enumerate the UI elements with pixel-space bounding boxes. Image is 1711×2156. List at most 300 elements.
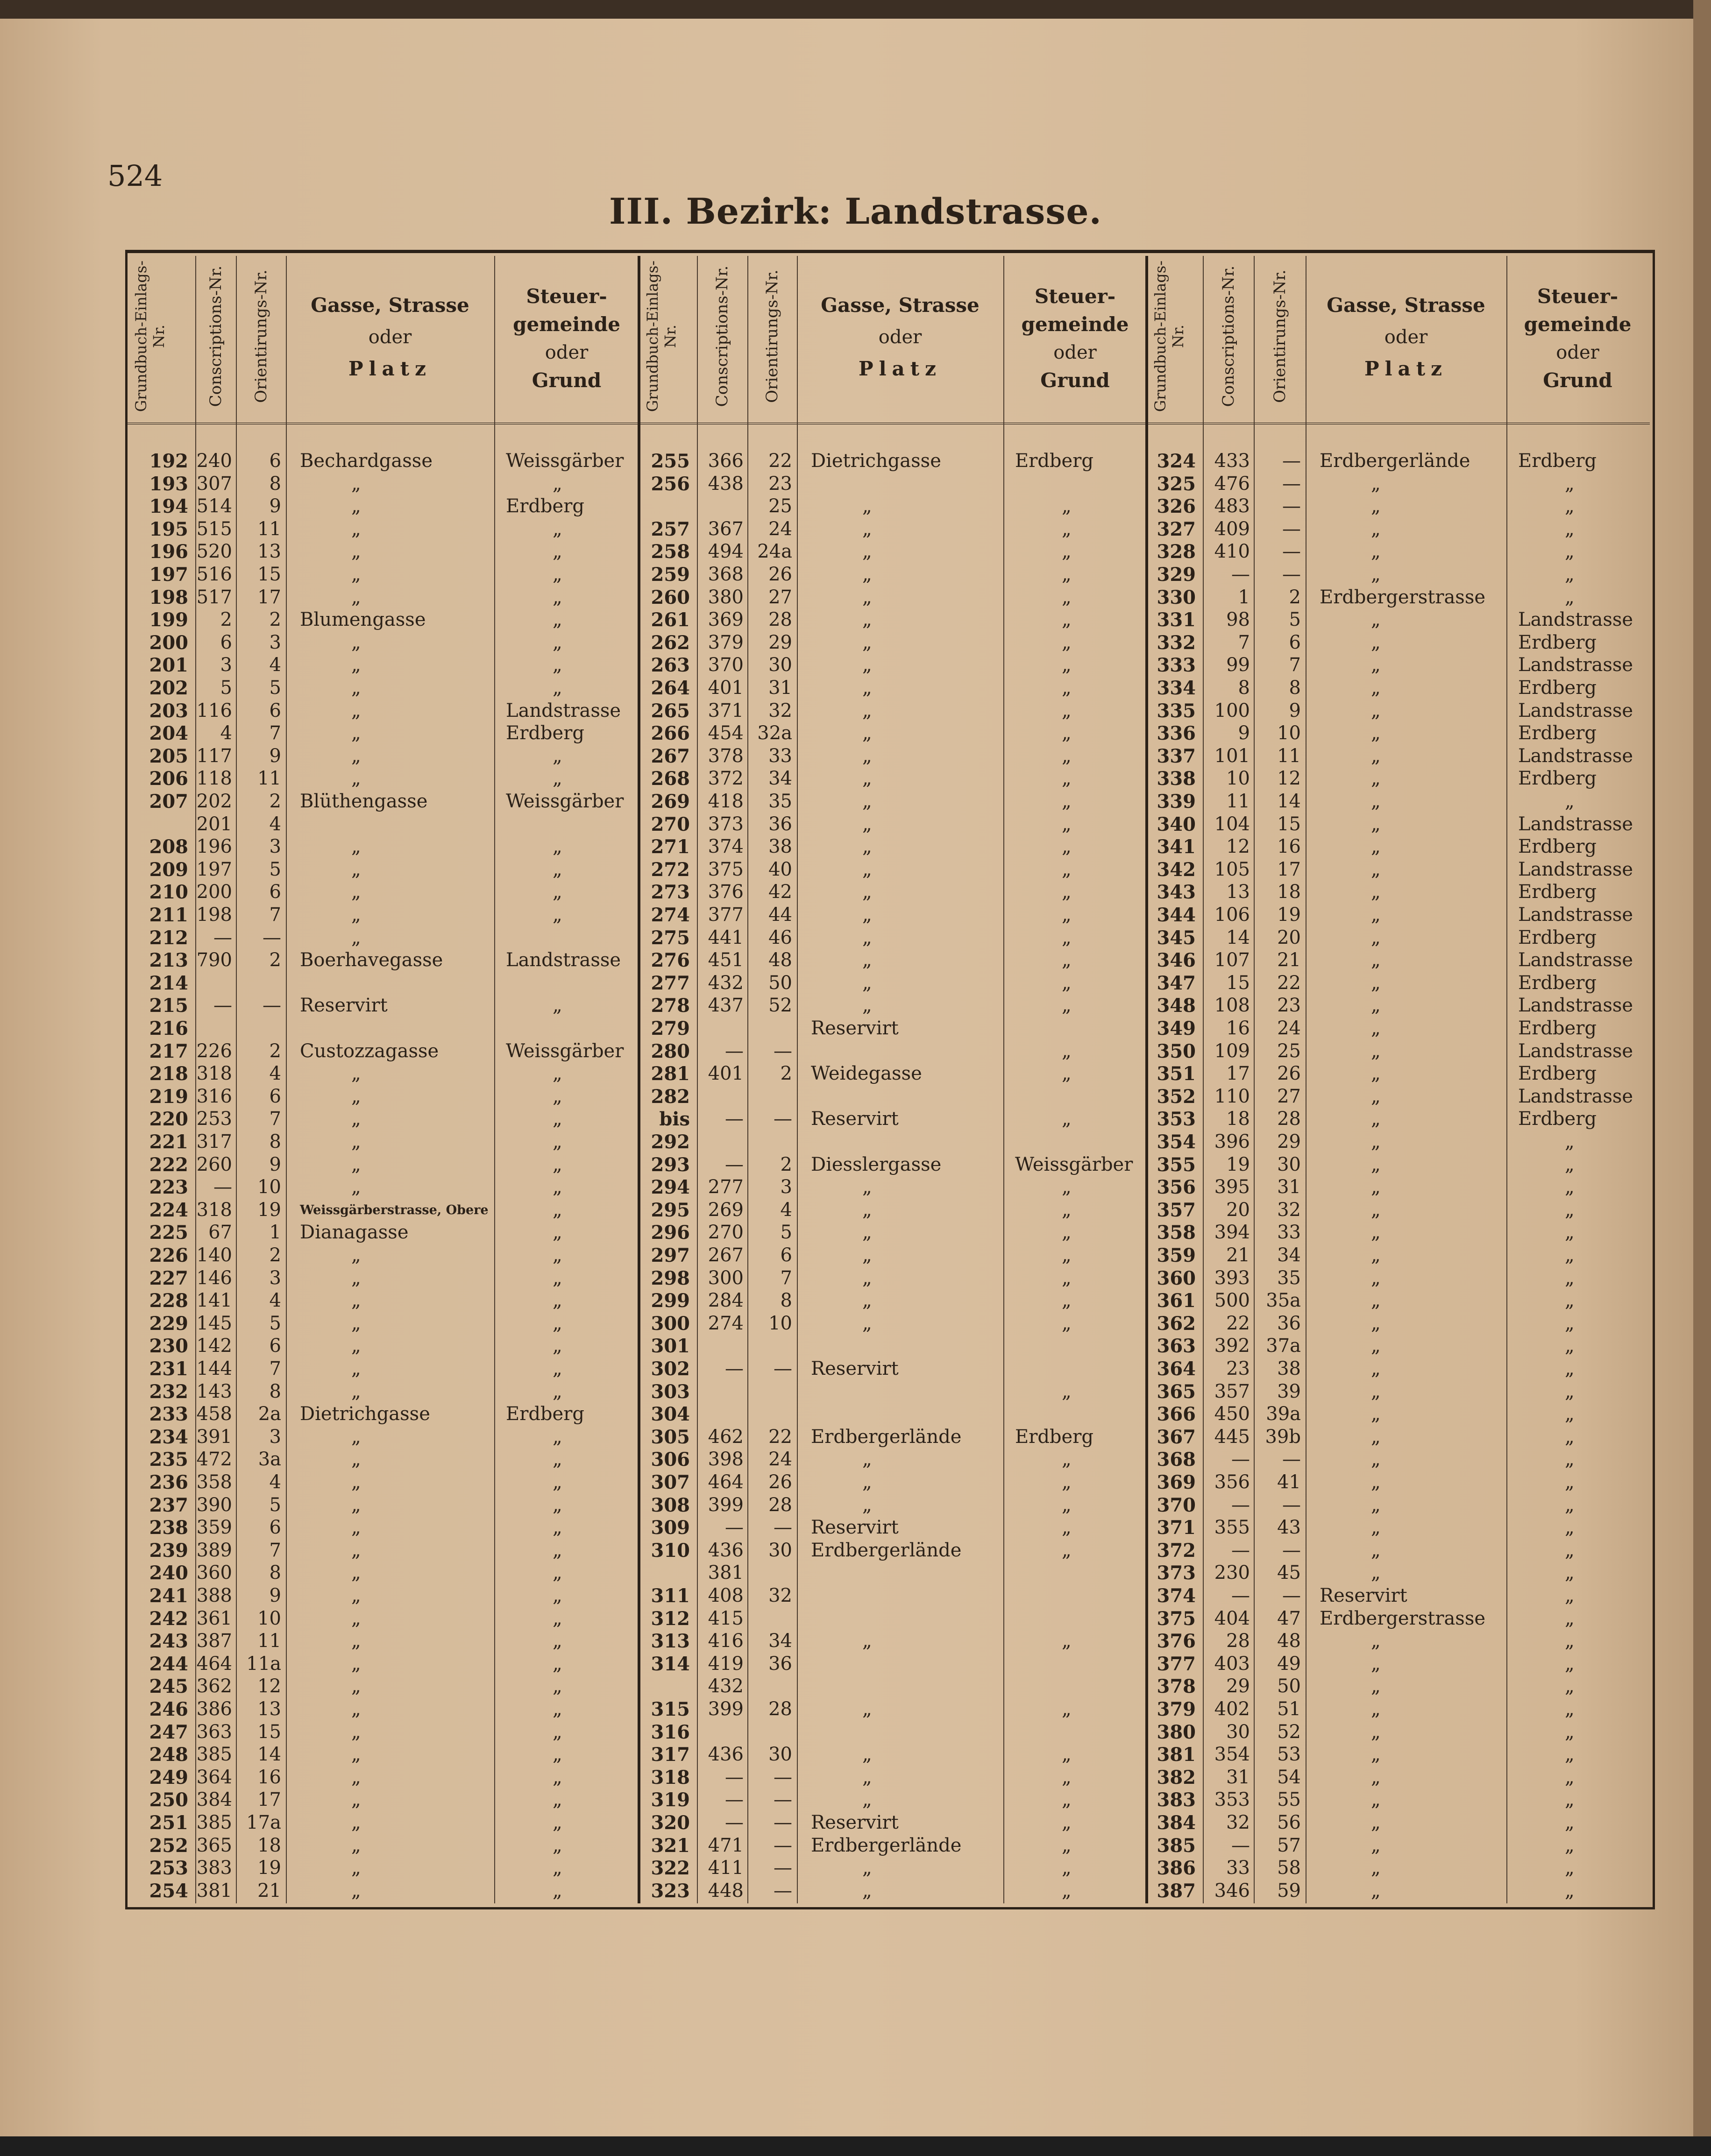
district: Landstrasse (1518, 609, 1633, 631)
district: „ (1062, 677, 1072, 699)
district: „ (1062, 1517, 1072, 1539)
street-name: „ (862, 631, 872, 653)
conscriptions-nr: 436 (708, 1539, 744, 1561)
orientirungs-nr: 44 (768, 904, 792, 926)
header-steuer-line2: gemeinde (1524, 313, 1632, 336)
street-name: „ (1371, 541, 1381, 563)
orientirungs-nr: — (1282, 473, 1301, 495)
orientirungs-nr: 25 (768, 495, 792, 517)
grundbuch-nr: 318 (651, 1766, 690, 1788)
conscriptions-nr: 436 (708, 1744, 744, 1766)
street-name: „ (1371, 1653, 1381, 1675)
conscriptions-nr: — (213, 1176, 232, 1198)
district: Erdberg (1518, 722, 1597, 744)
street-name: „ (862, 926, 872, 948)
conscriptions-nr: 379 (708, 631, 744, 653)
district: „ (1565, 1471, 1575, 1493)
conscriptions-nr: 386 (196, 1698, 232, 1720)
district: „ (553, 1312, 562, 1334)
district: „ (553, 564, 562, 585)
conscriptions-nr: 462 (708, 1426, 744, 1448)
grundbuch-nr: 308 (651, 1494, 690, 1516)
grundbuch-nr: 348 (1157, 995, 1196, 1017)
street-name: „ (1371, 1063, 1381, 1085)
street-name: „ (351, 1085, 361, 1107)
district: „ (1565, 1403, 1575, 1425)
grundbuch-nr: 371 (1157, 1517, 1196, 1539)
grundbuch-nr: 221 (149, 1131, 188, 1153)
grundbuch-nr: 313 (651, 1630, 690, 1653)
conscriptions-nr: 368 (708, 564, 744, 585)
header-gasse-line2: oder (1384, 326, 1428, 348)
orientirungs-nr: 2 (780, 1063, 792, 1085)
district: Erdberg (506, 1403, 584, 1425)
orientirungs-nr: 25 (1277, 1040, 1301, 1062)
district: „ (1062, 1630, 1072, 1652)
header-gasse-line1: Gasse, Strasse (821, 294, 980, 317)
district: „ (1565, 791, 1575, 812)
orientirungs-nr: — (774, 1108, 792, 1130)
street-name: „ (1371, 609, 1381, 631)
grundbuch-nr: 327 (1157, 518, 1196, 540)
street-name: Erdbergerstrasse (1320, 586, 1486, 608)
district: „ (1062, 1880, 1072, 1902)
street-name: „ (351, 1630, 361, 1652)
orientirungs-nr: 15 (257, 1721, 281, 1743)
street-name: „ (1371, 1857, 1381, 1879)
orientirungs-nr: 7 (269, 1358, 281, 1379)
header-steuer-line4: Grund (532, 369, 602, 392)
grundbuch-nr: 204 (149, 722, 188, 745)
district: „ (1565, 1290, 1575, 1312)
orientirungs-nr: — (1282, 1585, 1301, 1606)
street-name: Diesslergasse (811, 1153, 942, 1175)
conscriptions-nr: 385 (196, 1812, 232, 1833)
orientirungs-nr: 23 (1277, 995, 1301, 1017)
orientirungs-nr: 26 (768, 564, 792, 585)
grundbuch-nr: 359 (1157, 1244, 1196, 1266)
grundbuch-nr: 202 (149, 677, 188, 699)
grundbuch-nr: 277 (651, 972, 690, 994)
conscriptions-nr: 378 (708, 745, 744, 767)
grundbuch-nr: 361 (1157, 1290, 1196, 1312)
grundbuch-nr: 237 (149, 1494, 188, 1516)
conscriptions-nr: — (725, 1040, 744, 1062)
district: „ (1062, 1063, 1072, 1085)
street-name: „ (1371, 1721, 1381, 1743)
street-name: „ (351, 1449, 361, 1470)
conscriptions-nr: 13 (1226, 881, 1250, 903)
street-name: „ (862, 700, 872, 721)
grundbuch-nr: 298 (651, 1267, 690, 1289)
conscriptions-nr: 388 (196, 1585, 232, 1606)
street-name: „ (351, 1517, 361, 1539)
street-name: „ (351, 541, 361, 563)
district: „ (553, 1063, 562, 1085)
orientirungs-nr: 50 (768, 972, 792, 994)
district: Erdberg (1518, 881, 1597, 903)
conscriptions-nr: 387 (196, 1630, 232, 1652)
district: „ (553, 1517, 562, 1539)
street-name: Reservirt (811, 1517, 899, 1539)
orientirungs-nr: 30 (768, 1744, 792, 1766)
orientirungs-nr: 23 (768, 473, 792, 495)
orientirungs-nr: 5 (780, 1222, 792, 1244)
street-name: Bechardgasse (300, 450, 433, 472)
orientirungs-nr: 32 (768, 1585, 792, 1606)
conscriptions-nr: 8 (1238, 677, 1250, 699)
street-name: „ (862, 1471, 872, 1493)
orientirungs-nr: 22 (768, 450, 792, 472)
street-name: „ (862, 791, 872, 812)
grundbuch-nr: 379 (1157, 1698, 1196, 1720)
district: „ (553, 1085, 562, 1107)
grundbuch-nr: 315 (651, 1698, 690, 1720)
conscriptions-nr: 198 (196, 904, 232, 926)
street-name: „ (1371, 1290, 1381, 1312)
orientirungs-nr: 33 (1277, 1222, 1301, 1244)
orientirungs-nr: 39b (1265, 1426, 1301, 1448)
grundbuch-nr: 272 (651, 858, 690, 881)
district: „ (1062, 1812, 1072, 1833)
grundbuch-nr: 358 (1157, 1222, 1196, 1244)
orientirungs-nr: 22 (1277, 972, 1301, 994)
conscriptions-nr: 269 (708, 1199, 744, 1221)
orientirungs-nr: 17 (257, 586, 281, 608)
orientirungs-nr: 4 (269, 813, 281, 835)
district: „ (1565, 1698, 1575, 1720)
scan-border-bottom (0, 2136, 1711, 2156)
street-name: „ (862, 904, 872, 926)
grundbuch-nr: bis (659, 1108, 690, 1131)
orientirungs-nr: 9 (269, 1153, 281, 1175)
grundbuch-nr: 258 (651, 541, 690, 563)
grundbuch-nr: 360 (1157, 1267, 1196, 1289)
grundbuch-nr: 338 (1157, 768, 1196, 790)
grundbuch-nr: 323 (651, 1880, 690, 1902)
grundbuch-nr: 216 (149, 1018, 188, 1039)
grundbuch-nr: 301 (651, 1335, 690, 1357)
district: „ (553, 1449, 562, 1470)
orientirungs-nr: 10 (768, 1312, 792, 1334)
district: „ (1062, 541, 1072, 563)
orientirungs-nr: 26 (1277, 1063, 1301, 1085)
district: „ (1565, 495, 1575, 517)
street-name: „ (351, 1675, 361, 1697)
district: „ (1062, 972, 1072, 994)
district: Erdberg (1518, 972, 1597, 994)
grundbuch-nr: 341 (1157, 836, 1196, 858)
conscriptions-nr: 359 (196, 1517, 232, 1539)
orientirungs-nr: 54 (1277, 1766, 1301, 1788)
grundbuch-nr: 219 (149, 1085, 188, 1108)
district: Erdberg (1015, 1426, 1093, 1448)
orientirungs-nr: 4 (269, 1290, 281, 1312)
district: „ (1062, 609, 1072, 631)
orientirungs-nr: 35 (1277, 1267, 1301, 1289)
grundbuch-nr: 267 (651, 745, 690, 767)
conscriptions-nr: 142 (196, 1335, 232, 1357)
street-name: „ (862, 586, 872, 608)
conscriptions-nr: 144 (196, 1358, 232, 1379)
grundbuch-nr: 367 (1157, 1426, 1196, 1448)
conscriptions-nr: 358 (196, 1471, 232, 1493)
district: „ (553, 1789, 562, 1811)
orientirungs-nr: 5 (269, 1312, 281, 1334)
grundbuch-nr: 333 (1157, 654, 1196, 677)
orientirungs-nr: 52 (1277, 1721, 1301, 1743)
header-steuer-line3: oder (1053, 342, 1097, 363)
street-name: „ (351, 631, 361, 653)
street-name: Weidegasse (811, 1063, 922, 1085)
street-name: Blumengasse (300, 609, 426, 631)
header-orientirungs: Orientirungs-Nr. (1270, 269, 1289, 403)
grundbuch-nr: 321 (651, 1834, 690, 1857)
street-name: „ (862, 1880, 872, 1902)
conscriptions-nr: 399 (708, 1494, 744, 1516)
orientirungs-nr: 34 (768, 768, 792, 790)
orientirungs-nr: 34 (768, 1630, 792, 1652)
district: „ (1062, 949, 1072, 971)
district: „ (1565, 586, 1575, 608)
street-name: „ (862, 1290, 872, 1312)
orientirungs-nr: 34 (1277, 1244, 1301, 1266)
orientirungs-nr: 20 (1277, 926, 1301, 948)
conscriptions-nr: 464 (708, 1471, 744, 1493)
conscriptions-nr: 196 (196, 836, 232, 858)
street-name: Dianagasse (300, 1222, 409, 1244)
orientirungs-nr: — (1282, 1449, 1301, 1470)
conscriptions-nr: 362 (196, 1675, 232, 1697)
grundbuch-nr: 352 (1157, 1085, 1196, 1108)
conscriptions-nr: 394 (1214, 1222, 1250, 1244)
district: „ (553, 1630, 562, 1652)
street-name: „ (351, 1176, 361, 1198)
orientirungs-nr: 8 (269, 1562, 281, 1584)
district: „ (553, 1562, 562, 1584)
conscriptions-nr: 391 (196, 1426, 232, 1448)
district: „ (1565, 1426, 1575, 1448)
street-name: „ (862, 1744, 872, 1766)
grundbuch-nr: 365 (1157, 1380, 1196, 1403)
street-name: „ (351, 768, 361, 790)
grundbuch-nr: 235 (149, 1449, 188, 1471)
orientirungs-nr: 32 (1277, 1199, 1301, 1221)
grundbuch-nr: 347 (1157, 972, 1196, 994)
district: „ (553, 1471, 562, 1493)
grundbuch-nr: 300 (651, 1312, 690, 1335)
district: Landstrasse (1518, 700, 1633, 721)
header-gasse (797, 290, 1003, 385)
grundbuch-nr: 211 (149, 904, 188, 926)
district: „ (553, 654, 562, 676)
conscriptions-nr: 416 (708, 1630, 744, 1652)
orientirungs-nr: 7 (269, 904, 281, 926)
header-gasse-line1: Gasse, Strasse (1327, 294, 1485, 317)
street-name: Blüthengasse (300, 791, 428, 812)
district: „ (1062, 1698, 1072, 1720)
conscriptions-nr: 104 (1214, 813, 1250, 835)
district: „ (1062, 904, 1072, 926)
orientirungs-nr: 37a (1266, 1335, 1301, 1357)
street-name: „ (862, 1630, 872, 1652)
grundbuch-nr: 305 (651, 1426, 690, 1448)
orientirungs-nr: 9 (269, 495, 281, 517)
district: „ (553, 1222, 562, 1244)
grundbuch-nr: 377 (1157, 1653, 1196, 1675)
conscriptions-nr: 22 (1226, 1312, 1250, 1334)
conscriptions-nr: 409 (1214, 518, 1250, 540)
orientirungs-nr: 7 (1289, 654, 1301, 676)
orientirungs-nr: 57 (1277, 1834, 1301, 1856)
grundbuch-nr: 230 (149, 1335, 188, 1357)
conscriptions-nr: 6 (220, 631, 232, 653)
grundbuch-nr: 326 (1157, 495, 1196, 518)
conscriptions-nr: 419 (708, 1653, 744, 1675)
street-name: „ (1371, 1630, 1381, 1652)
district: Weissgärber (506, 450, 624, 472)
grundbuch-nr: 203 (149, 700, 188, 722)
header-steuer-line3: oder (1556, 342, 1599, 363)
conscriptions-nr: 483 (1214, 495, 1250, 517)
district: „ (553, 1176, 562, 1198)
grundbuch-nr: 303 (651, 1380, 690, 1403)
street-name: „ (351, 1267, 361, 1289)
street-name: „ (1371, 1539, 1381, 1561)
grundbuch-nr: 297 (651, 1244, 690, 1266)
orientirungs-nr: 31 (1277, 1176, 1301, 1198)
orientirungs-nr: 18 (257, 1834, 281, 1856)
street-name: „ (351, 1721, 361, 1743)
orientirungs-nr: 19 (1277, 904, 1301, 926)
orientirungs-nr: 2 (269, 949, 281, 971)
district: „ (1565, 1766, 1575, 1788)
header-gasse-line2: oder (878, 326, 922, 348)
district: „ (1565, 1653, 1575, 1675)
orientirungs-nr: 5 (269, 677, 281, 699)
orientirungs-nr: 36 (768, 813, 792, 835)
orientirungs-nr: 27 (1277, 1085, 1301, 1107)
conscriptions-nr: 106 (1214, 904, 1250, 926)
street-name: „ (1371, 1426, 1381, 1448)
header-gasse-line3: Platz (858, 357, 942, 380)
grundbuch-nr: 239 (149, 1539, 188, 1562)
conscriptions-nr: 367 (708, 518, 744, 540)
conscriptions-nr: 230 (1214, 1562, 1250, 1584)
district: „ (1062, 1290, 1072, 1312)
conscriptions-nr: 515 (196, 518, 232, 540)
grundbuch-nr: 366 (1157, 1403, 1196, 1426)
district: „ (1062, 586, 1072, 608)
street-name: „ (1371, 1698, 1381, 1720)
district: Erdberg (1518, 631, 1597, 653)
orientirungs-nr: 30 (768, 654, 792, 676)
street-name: „ (351, 1494, 361, 1516)
orientirungs-nr: 55 (1277, 1789, 1301, 1811)
conscriptions-nr: 458 (196, 1403, 232, 1425)
conscriptions-nr: 418 (708, 791, 744, 812)
street-name: „ (862, 1766, 872, 1788)
orientirungs-nr: — (1282, 541, 1301, 563)
street-name: „ (862, 495, 872, 517)
conscriptions-nr: 240 (196, 450, 232, 472)
header-steuer-line4: Grund (1543, 369, 1612, 392)
grundbuch-nr: 373 (1157, 1562, 1196, 1584)
street-name: „ (862, 813, 872, 835)
grundbuch-nr: 208 (149, 836, 188, 858)
orientirungs-nr: 12 (1277, 768, 1301, 790)
street-name: „ (351, 1653, 361, 1675)
orientirungs-nr: — (774, 1766, 792, 1788)
orientirungs-nr: 6 (780, 1244, 792, 1266)
street-name: „ (351, 1063, 361, 1085)
orientirungs-nr: — (1282, 518, 1301, 540)
grundbuch-nr: 209 (149, 858, 188, 881)
header-steuer-line4: Grund (1040, 369, 1110, 392)
orientirungs-nr: 29 (1277, 1131, 1301, 1152)
grundbuch-nr: 280 (651, 1040, 690, 1062)
grundbuch-nr: 369 (1157, 1471, 1196, 1493)
orientirungs-nr: 2 (780, 1153, 792, 1175)
district: „ (1062, 1040, 1072, 1062)
district: „ (553, 631, 562, 653)
grundbuch-nr: 334 (1157, 677, 1196, 699)
grundbuch-nr: 346 (1157, 949, 1196, 972)
street-name: „ (862, 881, 872, 903)
district: Weissgärber (506, 791, 624, 812)
grundbuch-nr: 274 (651, 904, 690, 926)
conscriptions-nr: 141 (196, 1290, 232, 1312)
conscriptions-nr: 99 (1226, 654, 1250, 676)
district: „ (553, 1244, 562, 1266)
orientirungs-nr: 59 (1277, 1880, 1301, 1902)
street-name: „ (351, 654, 361, 676)
street-name: „ (351, 1244, 361, 1266)
conscriptions-nr: 143 (196, 1380, 232, 1402)
conscriptions-nr: 401 (708, 1063, 744, 1085)
conscriptions-nr: 2 (220, 609, 232, 631)
orientirungs-nr: 28 (1277, 1108, 1301, 1130)
orientirungs-nr: 10 (257, 1607, 281, 1629)
conscriptions-nr: 355 (1214, 1517, 1250, 1539)
grundbuch-nr: 332 (1157, 631, 1196, 654)
district: Landstrasse (1518, 1085, 1633, 1107)
grundbuch-nr: 223 (149, 1176, 188, 1199)
conscriptions-nr: 118 (196, 768, 232, 790)
header-steuer-line2: gemeinde (513, 313, 620, 336)
district: „ (1062, 495, 1072, 517)
street-name: „ (1371, 1494, 1381, 1516)
street-name: „ (862, 995, 872, 1017)
conscriptions-nr: 12 (1226, 836, 1250, 858)
conscriptions-nr: — (725, 1812, 744, 1833)
header-steuer-line3: oder (545, 342, 589, 363)
orientirungs-nr: — (774, 1517, 792, 1539)
district: „ (553, 1585, 562, 1606)
conscriptions-nr: — (1231, 1834, 1250, 1856)
conscriptions-nr: 101 (1214, 745, 1250, 767)
orientirungs-nr: 28 (768, 1698, 792, 1720)
grundbuch-nr: 343 (1157, 881, 1196, 904)
grundbuch-nr: 256 (651, 473, 690, 495)
orientirungs-nr: 14 (1277, 791, 1301, 812)
conscriptions-nr: 516 (196, 564, 232, 585)
orientirungs-nr: 3 (780, 1176, 792, 1198)
grundbuch-nr: 192 (149, 450, 188, 472)
district: „ (1062, 1766, 1072, 1788)
header-steuer-line1: Steuer- (526, 285, 607, 308)
grundbuch-nr: 351 (1157, 1063, 1196, 1085)
